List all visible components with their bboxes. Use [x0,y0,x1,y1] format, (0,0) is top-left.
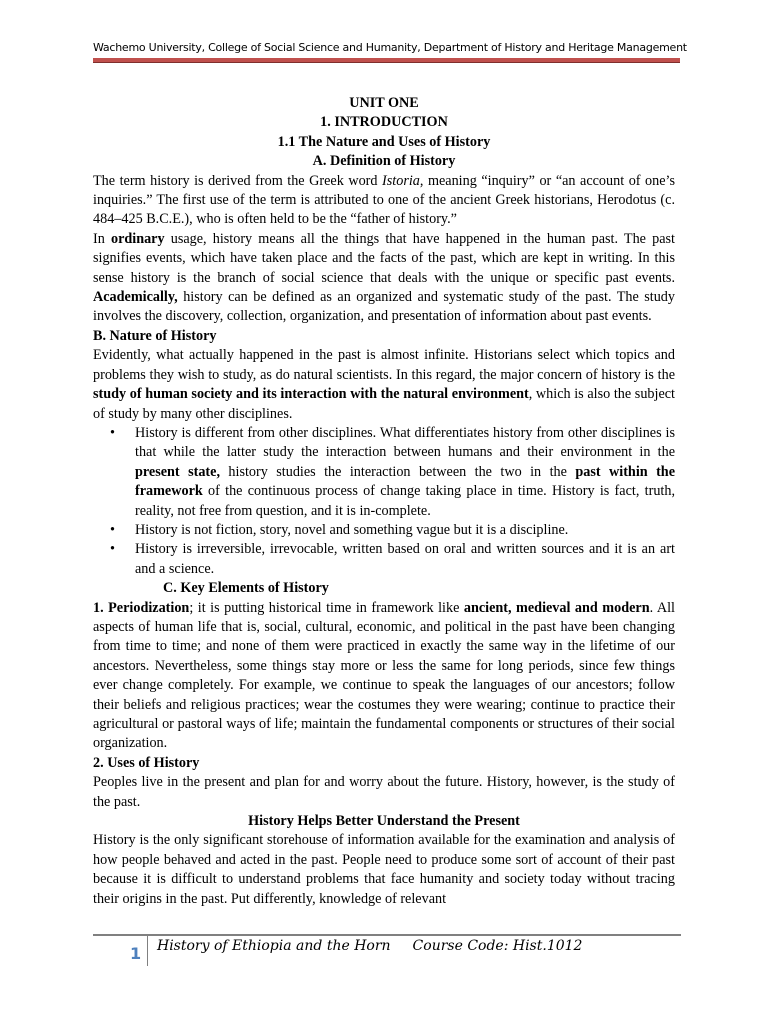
heading-section-text: 1.1 The Nature and Uses of History [277,133,491,150]
heading-helps-understand [93,812,675,831]
heading-key-elements-text: C. Key Elements of History [163,580,329,597]
heading-uses-text: 2. Uses of History [93,754,200,771]
heading-key-elements [93,579,675,598]
list-item: • History is irreversible, irrevocable, written based on oral and written sources and it is an art and a science. [93,540,675,579]
heading-section [93,133,675,152]
page-number: 1 [130,944,142,963]
running-header: Wachemo University, College of Social Science and Humanity, Department of History and Heritage Management [93,41,687,54]
running-footer [157,938,582,954]
nature-paragraph: Evidently, what actually happened in the past is almost infinite. Historians select which topics and problems they wish to study, as do natural scientists. In this regard, the major concern of history is the study of human society and its interaction with the natural environment, which is also the subject of study by many other disciplines. [93,347,675,422]
heading-definition [93,152,675,171]
istoria-term: Istoria [382,172,420,189]
uses-paragraph-2: History is the only significant storehouse of information available for the examination and analysis of how people behaved and acted in the past. People need to produce some sort of account of their past because it is difficult to understand problems that face humanity and society today without tracing their origins in the past. Put differently, knowledge of relevant [93,832,675,907]
page-body [93,94,675,909]
heading-intro-text: 1. INTRODUCTION [320,114,448,131]
heading-unit-text: UNIT ONE [349,95,419,111]
header-rule-thin [93,62,680,63]
periodization-paragraph: 1. Periodization; it is putting historical time in framework like ancient, medieval and modern. All aspects of human life that is, social, cultural, economic, and political in the past have been changing from time to time; and none of them were practiced in exactly the same way in the lifetime of our ancestors. Nevertheless, some things stay more or less the same for long periods, since few things ever change completely. For example, we continue to speak the languages of our ancestors; follow their beliefs and religious practices; wear the costumes they were wearing; continue to practice their agricultural or pastoral ways of life; maintain the fundamental components or structures of their social organization. [93,599,676,752]
list-item: • History is different from other disciplines. What differentiates history from other disciplines is that while the latter study the interaction between humans and their environment in the present state, history studies the interaction between the two in the past within the framework of the continuous process of change taking place in time. History is fact, truth, reality, not free from question, and it is in-complete. [93,424,675,521]
heading-helps-text: History Helps Better Understand the Present [248,813,520,830]
nature-bullet-list [93,424,675,579]
course-code: Course Code: Hist.1012 [412,938,583,954]
heading-uses [93,754,675,773]
definition-paragraph-2: In ordinary usage, history means all the things that have happened in the human past. The past signifies events, which have taken place and the facts of the past, which are kept in writing. In this sense history is the branch of social science that deals with the unique or specific past events. Academically, history can be defined as an organized and systematic study of the past. The study involves the discovery, collection, organization, and presentation of information about past events. [93,230,675,325]
heading-unit [93,94,675,113]
heading-definition-text: A. Definition of History [312,153,456,170]
course-title: History of Ethiopia and the Horn [157,938,391,954]
uses-paragraph-1: Peoples live in the present and plan for and worry about the future. History, however, is the study of the past. [93,774,675,810]
footer-divider [147,936,148,966]
heading-introduction [93,113,675,132]
heading-nature [93,327,675,346]
definition-paragraph-1: The term history is derived from the Greek word Istoria, meaning “inquiry” or “an account of one’s inquiries.” The first use of the term is attributed to one of the ancient Greek historians, Herodotus (c. 484–425 B.C.E.), who is often held to be the “father of history.” [93,172,675,228]
heading-nature-text: B. Nature of History [93,327,217,344]
footer-rule [93,934,681,936]
list-item: • History is not fiction, story, novel and something vague but it is a discipline. [93,521,675,540]
